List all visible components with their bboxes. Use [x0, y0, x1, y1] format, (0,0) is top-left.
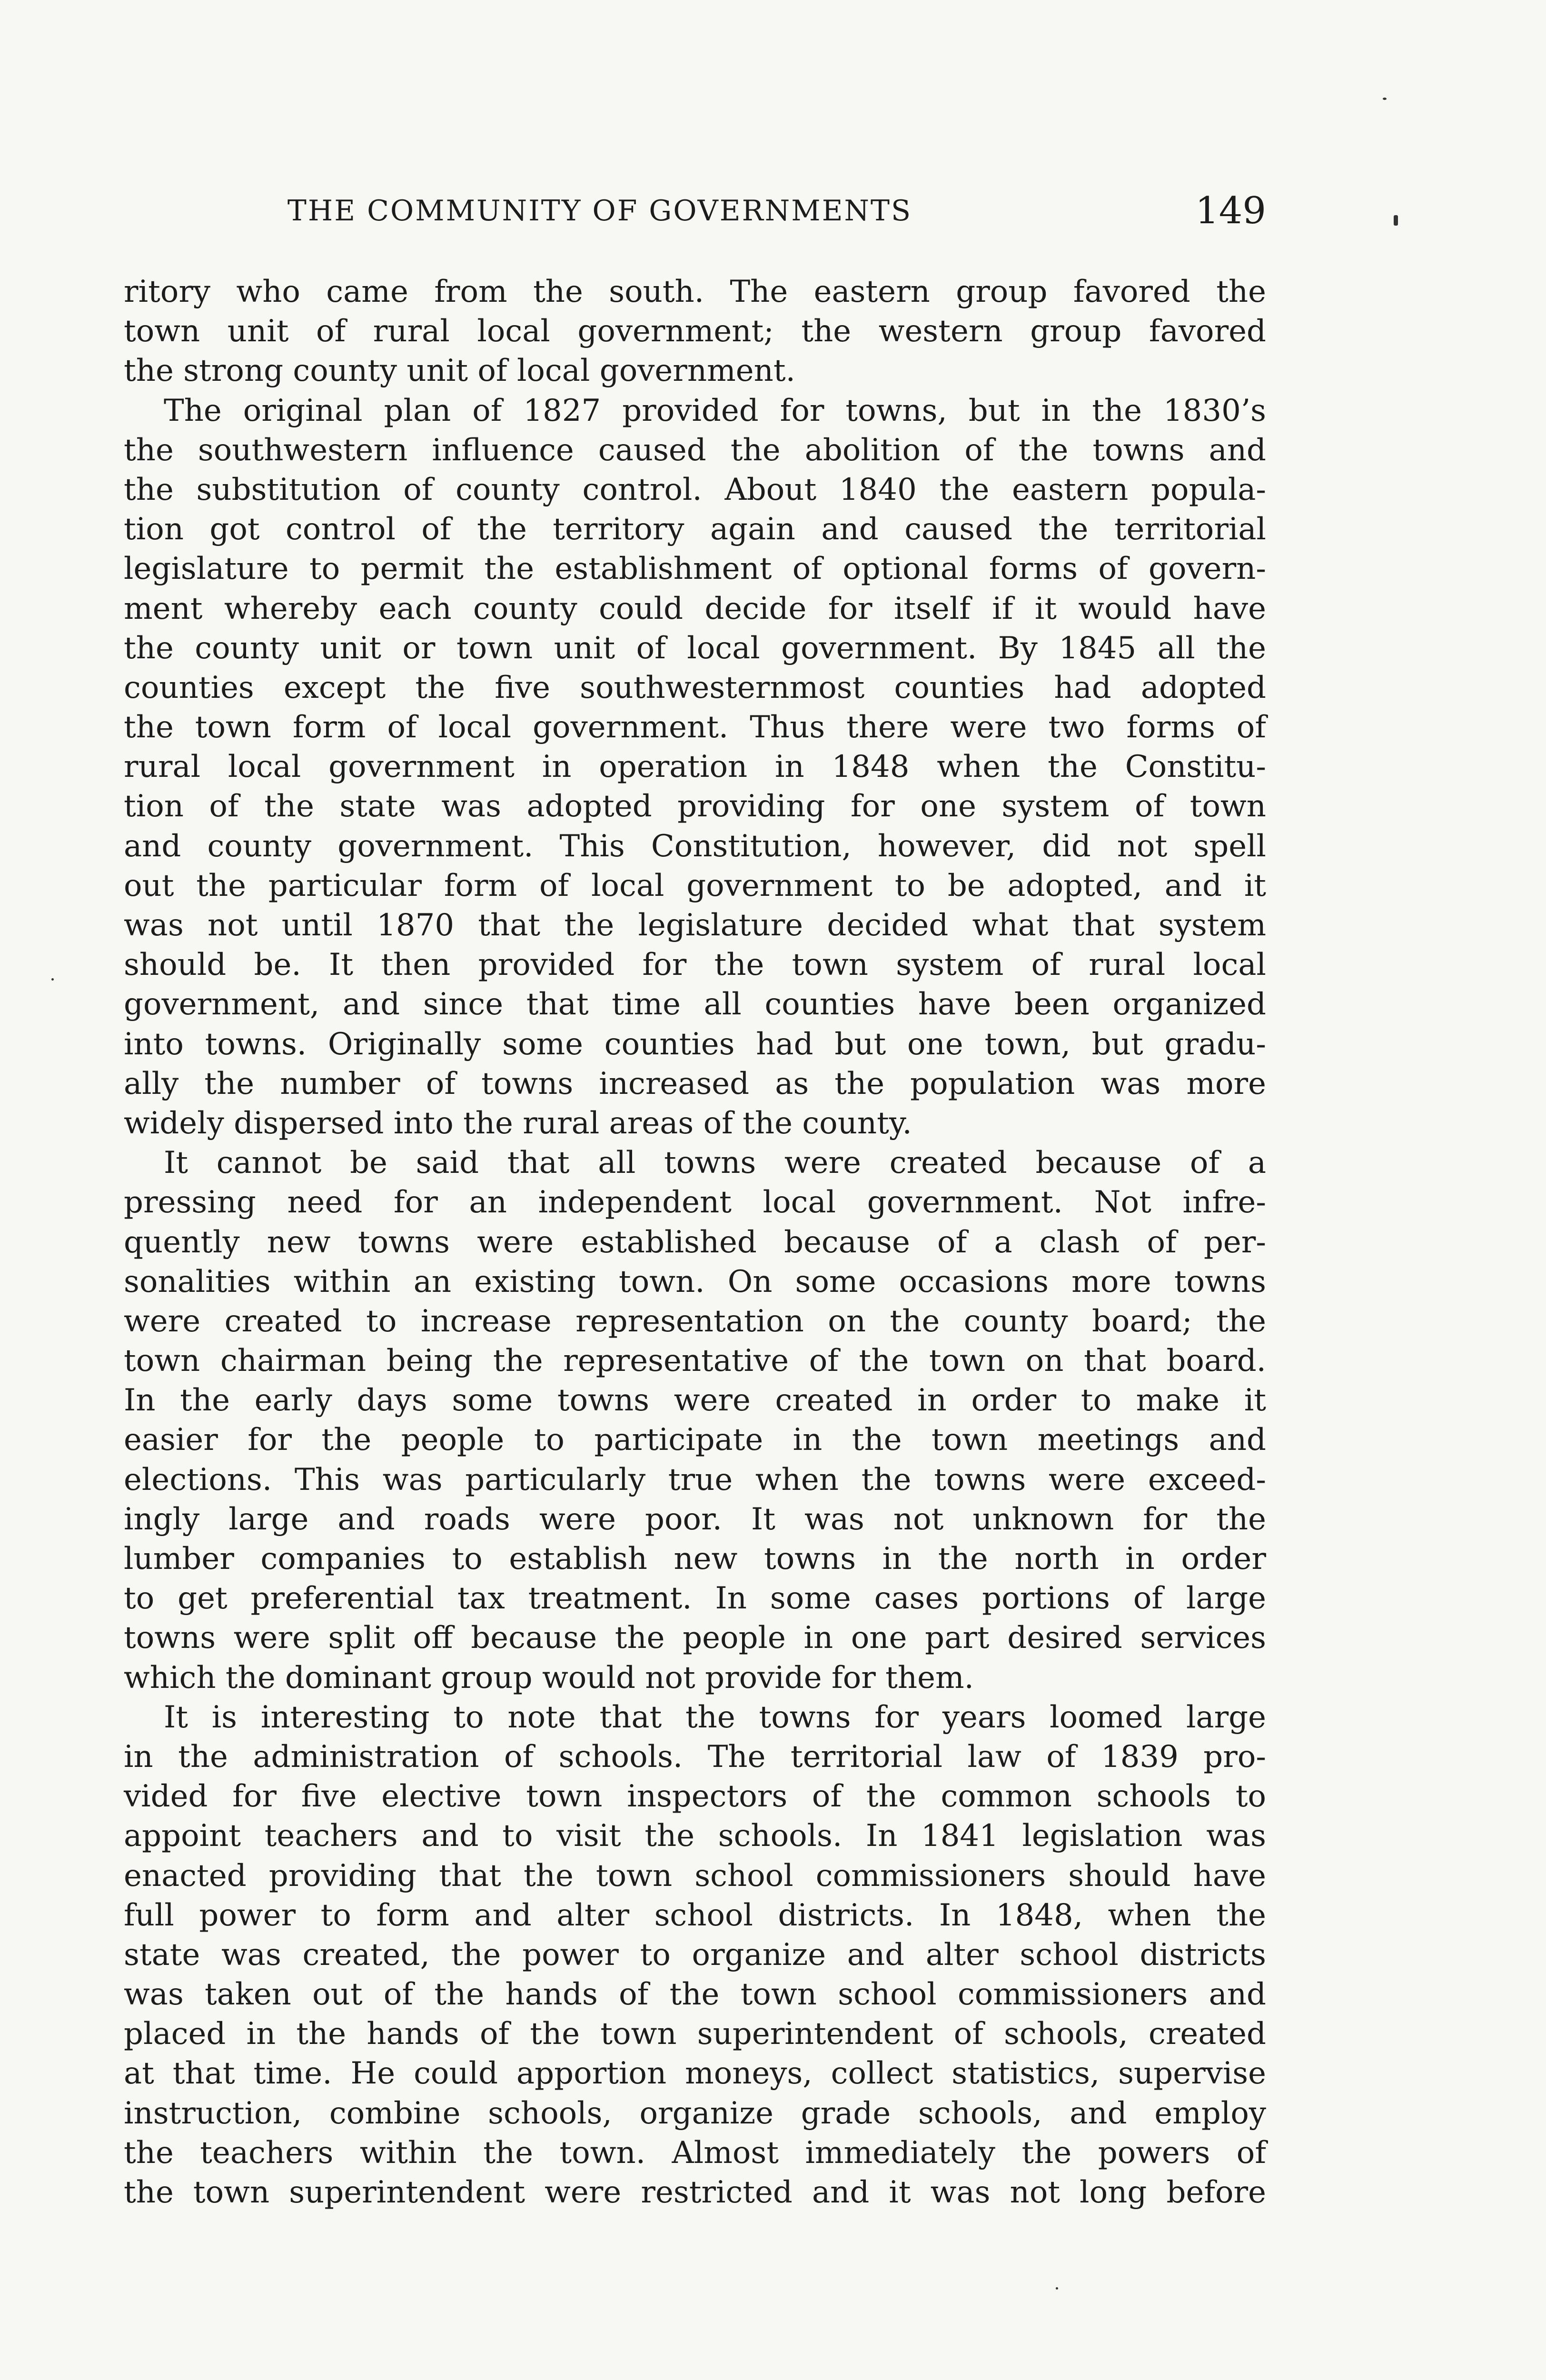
text-line: elections. This was particularly true when the towns were exceed-	[124, 1462, 1266, 1497]
paragraph-first-line: It is interesting to note that the towns for years loomed large	[164, 1699, 1266, 1735]
text-line: In the early days some towns were created in order to make it	[124, 1383, 1266, 1418]
text-line: the county unit or town unit of local government. By 1845 all the	[124, 630, 1266, 666]
text-line: tion got control of the territory again and caused the territorial	[124, 512, 1266, 547]
text-line: the strong county unit of local government.	[124, 353, 795, 389]
text-line: state was created, the power to organize and alter school districts	[124, 1937, 1266, 1973]
text-line: out the particular form of local government to be adopted, and it	[124, 868, 1266, 903]
text-line: the substitution of county control. About 1840 the eastern popula-	[124, 472, 1266, 507]
text-line: legislature to permit the establishment of optional forms of govern-	[124, 551, 1266, 587]
text-line: enacted providing that the town school commissioners should have	[124, 1858, 1266, 1894]
text-line: lumber companies to establish new towns in the north in order	[124, 1541, 1266, 1577]
scan-speck	[1394, 215, 1398, 226]
text-line: the town form of local government. Thus there were two forms of	[124, 710, 1266, 745]
text-line: should be. It then provided for the town system of rural local	[124, 947, 1266, 983]
text-line: ment whereby each county could decide for itself if it would have	[124, 591, 1266, 626]
running-head	[124, 185, 1266, 237]
text-line: quently new towns were established because of a clash of per-	[124, 1224, 1266, 1260]
paragraph-first-line: It cannot be said that all towns were created because of a	[164, 1145, 1266, 1181]
text-line: sonalities within an existing town. On some occasions more towns	[124, 1264, 1266, 1299]
text-line: the town superintendent were restricted and it was not long before	[124, 2175, 1266, 2210]
text-line: government, and since that time all counties have been organized	[124, 987, 1266, 1022]
text-line: rural local government in operation in 1848 when the Constitu-	[124, 749, 1266, 785]
page-number: 149	[1195, 189, 1266, 232]
text-line: the teachers within the town. Almost immediately the powers of	[124, 2135, 1266, 2171]
text-line: tion of the state was adopted providing for one system of town	[124, 789, 1266, 824]
text-line: in the administration of schools. The territorial law of 1839 pro-	[124, 1739, 1266, 1775]
text-line: the southwestern influence caused the abolition of the towns and	[124, 432, 1266, 468]
text-line: easier for the people to participate in the town meetings and	[124, 1422, 1266, 1458]
text-line: and county government. This Constitution, however, did not spell	[124, 828, 1266, 864]
text-line: appoint teachers and to visit the schools. In 1841 legislation was	[124, 1818, 1266, 1854]
text-line: into towns. Originally some counties had but one town, but gradu-	[124, 1026, 1266, 1062]
text-line: counties except the five southwesternmost counties had adopted	[124, 670, 1266, 705]
text-line: instruction, combine schools, organize grade schools, and employ	[124, 2095, 1266, 2131]
text-line: towns were split off because the people in one part desired services	[124, 1620, 1266, 1656]
text-line: to get preferential tax treatment. In some cases portions of large	[124, 1581, 1266, 1616]
text-line: ingly large and roads were poor. It was not unknown for the	[124, 1501, 1266, 1537]
scan-speck	[1383, 98, 1387, 100]
body-text	[124, 272, 1266, 2271]
text-line: ritory who came from the south. The eastern group favored the	[124, 274, 1266, 309]
text-line: full power to form and alter school districts. In 1848, when the	[124, 1897, 1266, 1933]
text-line: widely dispersed into the rural areas of the county.	[124, 1105, 912, 1141]
scan-speck	[1056, 2287, 1058, 2290]
text-line: ally the number of towns increased as the population was more	[124, 1066, 1266, 1101]
scan-speck	[51, 978, 54, 981]
text-line: was not until 1870 that the legislature decided what that system	[124, 908, 1266, 943]
paragraph-first-line: The original plan of 1827 provided for towns, but in the 1830’s	[164, 393, 1266, 428]
text-line: were created to increase representation on the county board; the	[124, 1303, 1266, 1339]
text-line: pressing need for an independent local government. Not infre-	[124, 1185, 1266, 1220]
text-line: which the dominant group would not provide for them.	[124, 1660, 974, 1696]
text-line: town unit of rural local government; the western group favored	[124, 314, 1266, 349]
text-line: vided for five elective town inspectors of the common schools to	[124, 1779, 1266, 1815]
running-title: THE COMMUNITY OF GOVERNMENTS	[287, 194, 912, 228]
text-line: at that time. He could apportion moneys, collect statistics, supervise	[124, 2056, 1266, 2092]
text-line: was taken out of the hands of the town school commissioners and	[124, 1977, 1266, 2013]
text-line: town chairman being the representative of the town on that board.	[124, 1343, 1266, 1379]
text-line: placed in the hands of the town superintendent of schools, created	[124, 2016, 1266, 2052]
